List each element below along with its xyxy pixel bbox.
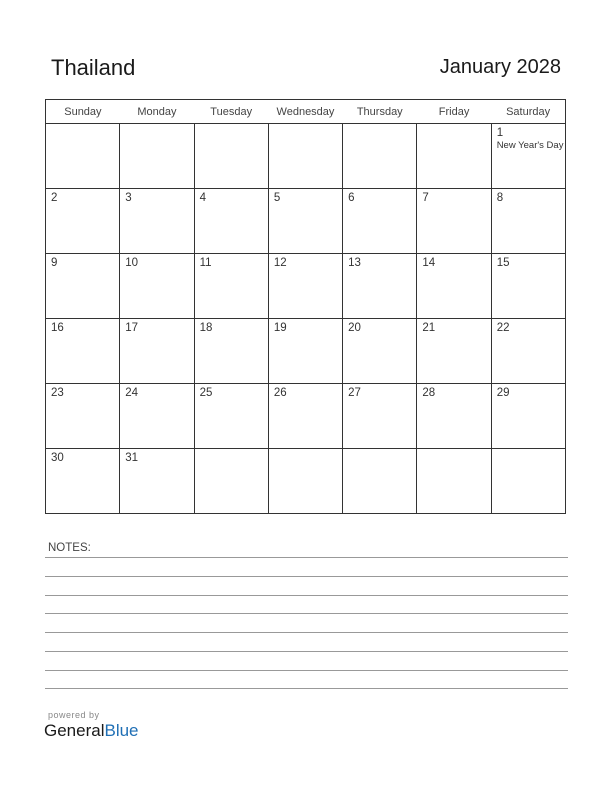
week-row <box>46 449 566 514</box>
day-cell <box>120 449 194 514</box>
day-number: 16 <box>51 322 64 334</box>
day-cell <box>417 449 491 514</box>
day-cell <box>46 384 120 449</box>
day-cell <box>491 449 565 514</box>
day-cell <box>46 124 120 189</box>
day-cell <box>194 384 268 449</box>
day-number: 9 <box>51 257 58 269</box>
day-number: 7 <box>422 192 429 204</box>
weekday-saturday: Saturday <box>491 100 565 124</box>
day-number <box>269 124 342 126</box>
note-line <box>45 670 568 671</box>
note-line <box>45 595 568 596</box>
day-cell <box>194 449 268 514</box>
day-number: 1 <box>496 127 504 139</box>
weekday-header-row <box>46 100 566 124</box>
day-cell <box>417 384 491 449</box>
weekday-friday: Friday <box>417 100 491 124</box>
day-number <box>269 449 342 451</box>
day-cell <box>120 384 194 449</box>
day-number: 30 <box>51 452 64 464</box>
note-line <box>45 613 568 614</box>
day-number: 24 <box>125 387 139 399</box>
day-cell <box>268 449 342 514</box>
day-number <box>343 449 416 451</box>
note-line <box>45 688 568 689</box>
weekday-monday: Monday <box>120 100 194 124</box>
week-row <box>46 254 566 319</box>
day-cell <box>343 189 417 254</box>
day-cell <box>268 384 342 449</box>
day-number <box>120 124 193 126</box>
note-line <box>45 651 568 652</box>
day-number <box>46 124 119 126</box>
day-cell <box>417 124 491 189</box>
day-cell <box>120 319 194 384</box>
day-cell <box>343 384 417 449</box>
day-number: 5 <box>273 192 281 204</box>
calendar-grid <box>45 99 566 514</box>
day-cell <box>268 189 342 254</box>
day-number: 4 <box>199 192 206 204</box>
day-cell <box>268 254 342 319</box>
day-number: 10 <box>125 257 139 269</box>
day-number: 20 <box>348 322 361 334</box>
week-row <box>46 319 566 384</box>
weekday-tuesday: Tuesday <box>194 100 268 124</box>
day-number: 28 <box>422 387 436 399</box>
day-number: 26 <box>273 387 287 399</box>
day-number <box>417 124 490 126</box>
holiday-label: New Year's Day <box>496 140 564 151</box>
weekday-thursday: Thursday <box>343 100 417 124</box>
day-number: 8 <box>496 192 504 204</box>
day-cell <box>46 189 120 254</box>
day-cell <box>491 189 565 254</box>
day-cell <box>491 384 565 449</box>
day-number: 2 <box>51 192 58 204</box>
day-cell <box>343 319 417 384</box>
day-number: 13 <box>348 257 361 269</box>
day-cell <box>417 319 491 384</box>
day-cell <box>491 254 565 319</box>
day-cell <box>194 254 268 319</box>
day-number <box>343 124 416 126</box>
day-cell <box>343 449 417 514</box>
day-number: 14 <box>422 257 436 269</box>
day-number <box>195 449 268 451</box>
calendar-country-title: Thailand <box>51 55 136 80</box>
generalblue-logo <box>44 721 139 741</box>
day-cell <box>120 189 194 254</box>
day-number: 23 <box>51 387 64 399</box>
day-cell <box>194 124 268 189</box>
day-cell <box>46 254 120 319</box>
day-number: 11 <box>199 257 212 269</box>
day-cell <box>194 189 268 254</box>
day-cell <box>194 319 268 384</box>
weekday-sunday: Sunday <box>46 100 120 124</box>
note-line <box>45 557 568 558</box>
logo-general-text: General <box>44 721 105 740</box>
day-number: 27 <box>348 387 361 399</box>
week-row <box>46 189 566 254</box>
note-line <box>45 632 568 633</box>
day-cell <box>417 189 491 254</box>
day-cell <box>343 124 417 189</box>
day-cell <box>491 319 565 384</box>
day-number <box>492 449 565 451</box>
day-number: 18 <box>199 322 213 334</box>
day-cell <box>268 319 342 384</box>
day-cell <box>120 124 194 189</box>
note-line <box>45 576 568 577</box>
calendar-month-title: January 2028 <box>439 56 561 78</box>
day-number <box>417 449 490 451</box>
day-number: 31 <box>125 452 139 464</box>
weekday-wednesday: Wednesday <box>268 100 342 124</box>
day-number: 29 <box>496 387 510 399</box>
day-number: 15 <box>496 257 510 269</box>
day-number: 21 <box>422 322 436 334</box>
day-number <box>195 124 268 126</box>
day-number: 22 <box>496 322 510 334</box>
day-number: 17 <box>125 322 139 334</box>
day-cell <box>417 254 491 319</box>
day-cell <box>46 449 120 514</box>
day-cell <box>268 124 342 189</box>
day-number: 25 <box>199 387 213 399</box>
logo-blue-text: Blue <box>104 721 139 740</box>
powered-by-label: powered by <box>48 710 100 720</box>
day-cell <box>120 254 194 319</box>
day-cell <box>46 319 120 384</box>
week-row <box>46 384 566 449</box>
day-number: 19 <box>273 322 287 334</box>
day-cell <box>343 254 417 319</box>
day-number: 3 <box>125 192 132 204</box>
day-number: 6 <box>348 192 355 204</box>
day-cell <box>491 124 565 189</box>
day-number: 12 <box>273 257 287 269</box>
week-row <box>46 124 566 189</box>
notes-label: NOTES: <box>48 542 91 554</box>
